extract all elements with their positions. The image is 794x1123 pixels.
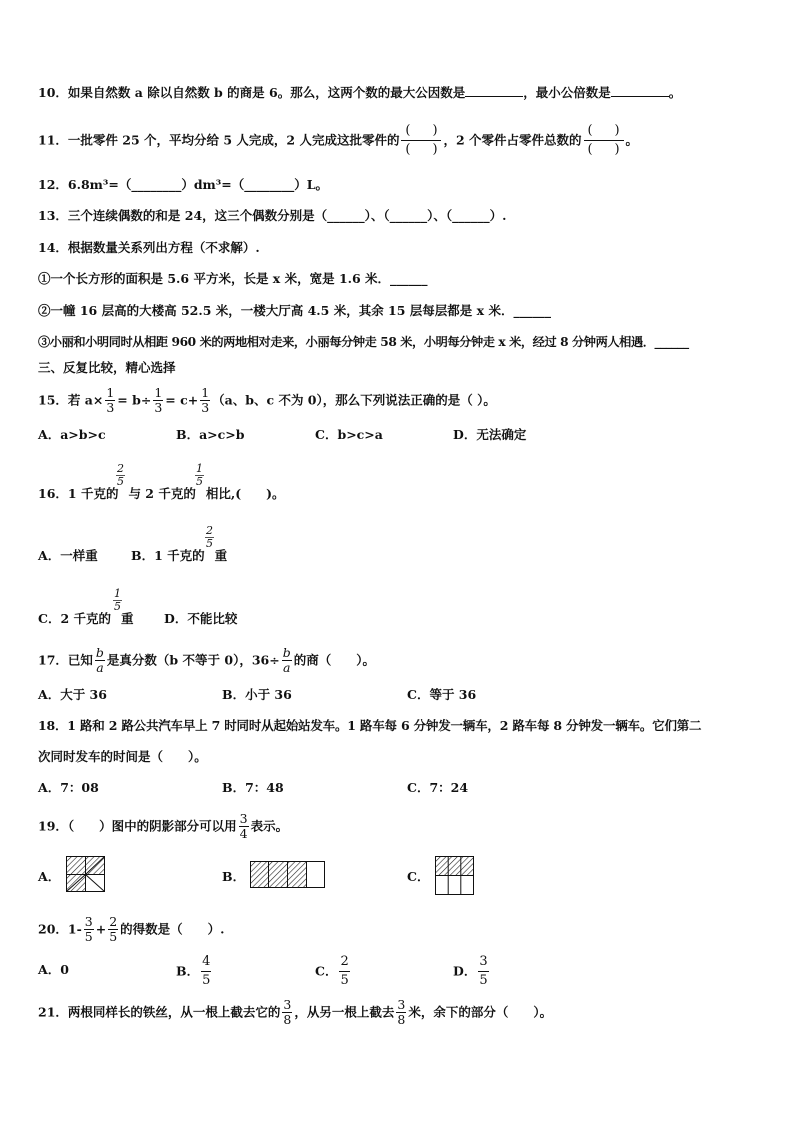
q11-text: 11．一批零件 25 个，平均分给 5 人完成，2 人完成这批零件的: [38, 132, 400, 148]
question-14-item-1: [38, 271, 428, 287]
question-13: [38, 208, 507, 224]
q14-item-text: ③小丽和小明同时从相距 960 米的两地相对走来，小丽每分钟走 58 米，小明每分钟走 x 米，经过 8 分钟两人相遇．______: [38, 335, 689, 349]
question-15: [38, 386, 496, 415]
section-3-title: [38, 360, 176, 376]
question-20: [38, 915, 225, 944]
q16-optc-fraction: 1 5: [114, 587, 121, 613]
q16-optb-text: 重: [214, 548, 228, 563]
q15-fraction: $\frac{1}{3}$: [201, 385, 210, 415]
q20-option-label: D．: [453, 963, 477, 979]
q10-text: 。: [668, 85, 682, 100]
q19-figure-a: [66, 856, 106, 893]
question-19: [38, 812, 288, 841]
q15-option-b[interactable]: B．a>c>b: [176, 427, 245, 442]
q18-text: 次同时发车的时间是（ ）。: [38, 749, 207, 764]
q20-option-label: B．: [176, 963, 200, 979]
q16-optb-text: B．1 千克的: [131, 548, 205, 563]
q14-title-text: 14．根据数量关系列出方程（不求解）.: [38, 240, 260, 255]
q20-option-fraction: $\frac{3}{5}$: [479, 954, 488, 988]
q11-blank-fraction-2[interactable]: $\frac{( )}{( )}$: [584, 122, 624, 159]
q15-option-d[interactable]: D．无法确定: [453, 427, 527, 442]
q15-text: = c+: [165, 392, 199, 408]
q16-option-c[interactable]: [38, 611, 134, 627]
q20-option-b[interactable]: [176, 953, 213, 990]
q19-figure-c: [435, 856, 475, 896]
question-16: [38, 486, 285, 502]
q18-text: 18．1 路和 2 路公共汽车早上 7 时同时从起始站发车。1 路车每 6 分钟发一辆车，2 路车每 8 分钟发一辆车。它们第二: [38, 718, 702, 733]
q15-text: （a、b、c 不为 0），那么下列说法正确的是（ ）。: [212, 392, 496, 408]
q16-option-b[interactable]: [131, 548, 227, 564]
q20-fraction: $\frac{3}{5}$: [84, 914, 93, 944]
section-title-text: 三、反复比较，精心选择: [38, 360, 176, 375]
q15-option-a[interactable]: A．a>b>c: [38, 427, 106, 442]
q13-text: 13．三个连续偶数的和是 24，这三个偶数分别是（______）、（______）、（______）.: [38, 208, 507, 223]
question-21: [38, 998, 552, 1027]
q19-figure-b: [250, 861, 326, 889]
q20-option-c[interactable]: [315, 953, 352, 990]
q10-text: 10．如果自然数 a 除以自然数 b 的商是 6。那么，这两个数的最大公因数是: [38, 85, 466, 100]
question-11: [38, 122, 638, 159]
q19-option-b[interactable]: B．: [222, 869, 246, 884]
q20-fraction: $\frac{2}{5}$: [109, 914, 118, 944]
q21-text: 米，余下的部分（ ）。: [408, 1004, 553, 1020]
question-12: [38, 177, 328, 193]
q16-text: 与 2 千克的: [128, 486, 196, 501]
q17-option-a[interactable]: A．大于 36: [38, 687, 107, 702]
q11-blank-fraction-1[interactable]: $\frac{( )}{( )}$: [401, 122, 441, 159]
q19-option-c[interactable]: C．: [407, 869, 430, 884]
q10-text: ，最小公倍数是: [523, 85, 611, 100]
question-14-item-2: [38, 303, 551, 319]
q18-option-a[interactable]: A．7：08: [38, 780, 99, 795]
q21-fraction: $\frac{3}{8}$: [283, 997, 292, 1027]
q16-fraction-1: 2 5: [117, 462, 124, 488]
q15-text: 15．若 a×: [38, 392, 104, 408]
q17-option-c[interactable]: C．等于 36: [407, 687, 477, 702]
q14-item-text: ①一个长方形的面积是 5.6 平方米，长是 x 米，宽是 1.6 米．______: [38, 271, 428, 286]
q17-text: 17．已知: [38, 652, 93, 668]
q17-fraction: $\frac{b}{a}$: [95, 645, 104, 675]
q16-text: 16．1 千克的: [38, 486, 119, 501]
q20-text: 20．1-: [38, 921, 82, 937]
question-10: [38, 84, 681, 101]
q12-text: 12．6.8m³=（________）dm³=（________）L。: [38, 177, 329, 192]
q16-optc-text: C．2 千克的: [38, 611, 111, 626]
q20-option-fraction: $\frac{4}{5}$: [202, 954, 211, 988]
q18-option-b[interactable]: B．7：48: [222, 780, 284, 795]
q14-item-text: ②一幢 16 层高的大楼高 52.5 米，一楼大厅高 4.5 米，其余 15 层每层都是 x 米．______: [38, 303, 551, 318]
q10-blank-gcd[interactable]: [465, 84, 523, 97]
question-14-title: [38, 240, 260, 256]
q10-blank-lcm[interactable]: [611, 84, 669, 97]
q17-text: 的商（ ）。: [293, 652, 375, 668]
q20-option-label: C．: [315, 963, 338, 979]
q11-text: ，2 个零件占零件总数的: [443, 132, 582, 148]
q20-text: 的得数是（ ）.: [120, 921, 225, 937]
q21-text: 21．两根同样长的铁丝，从一根上截去它的: [38, 1004, 281, 1020]
q16-option-d[interactable]: D．不能比较: [164, 611, 238, 626]
q17-text: 是真分数（b 不等于 0），36÷: [106, 652, 280, 668]
q15-fraction: $\frac{1}{3}$: [154, 385, 163, 415]
q21-fraction: $\frac{3}{8}$: [397, 997, 406, 1027]
q19-text: 19．（ ）图中的阴影部分可以用: [38, 818, 237, 834]
q19-text: 表示。: [250, 818, 289, 834]
q16-fraction-2: 1 5: [196, 462, 203, 488]
q20-option-a[interactable]: A．0: [38, 962, 69, 977]
q16-text: 相比,( )。: [205, 486, 285, 501]
q17-option-b[interactable]: B．小于 36: [222, 687, 292, 702]
q20-text: +: [95, 921, 107, 937]
q16-optb-fraction: 2 5: [206, 524, 213, 550]
q20-option-d[interactable]: [453, 953, 491, 990]
q21-text: ，从另一根上截去: [294, 1004, 395, 1020]
q18-option-c[interactable]: C．7：24: [407, 780, 469, 795]
q17-fraction: $\frac{b}{a}$: [282, 645, 291, 675]
q16-option-a[interactable]: A．一样重: [38, 548, 98, 563]
q15-option-c[interactable]: C．b>c>a: [315, 427, 383, 442]
question-18-line-1: [38, 718, 701, 734]
q15-text: = b÷: [117, 392, 152, 408]
question-17: [38, 646, 375, 675]
question-14-item-3: [38, 334, 689, 350]
q20-option-fraction: $\frac{2}{5}$: [340, 954, 349, 988]
q15-fraction: $\frac{1}{3}$: [106, 385, 115, 415]
question-18-line-2: [38, 749, 207, 765]
q11-text: 。: [625, 132, 639, 148]
q19-fraction: $\frac{3}{4}$: [239, 811, 248, 841]
q16-optc-text: 重: [121, 611, 134, 626]
q19-option-a[interactable]: A．: [38, 869, 61, 884]
